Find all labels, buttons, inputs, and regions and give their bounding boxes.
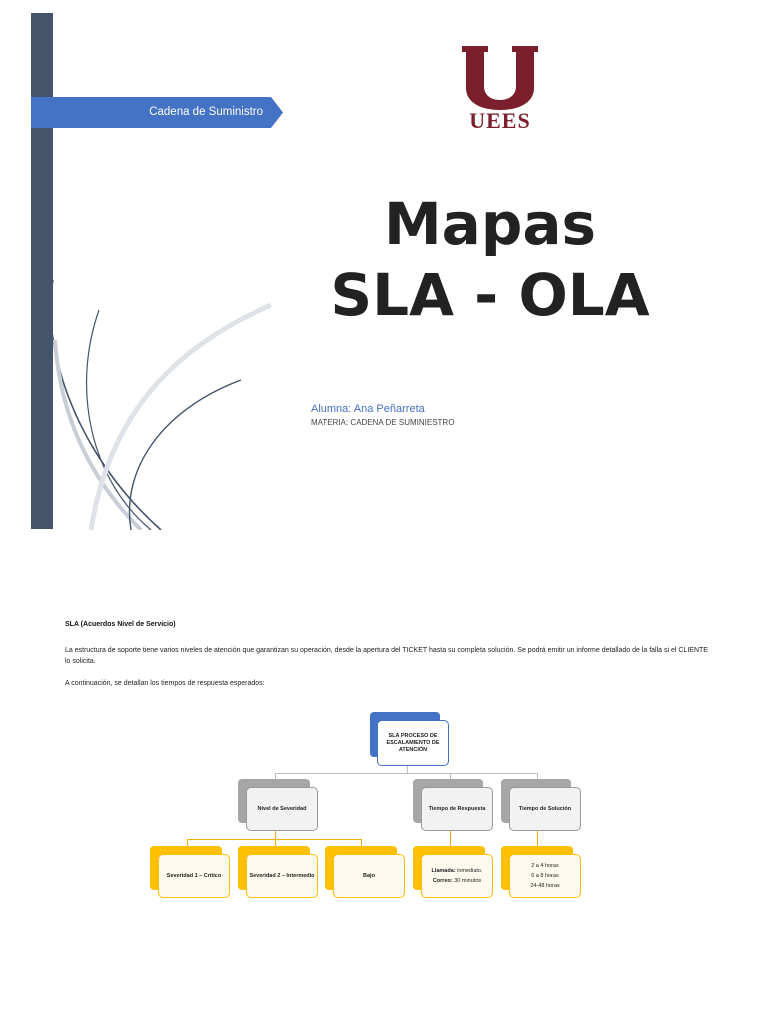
subject-name: MATERIA: CADENA DE SUMINIESTRO [311, 418, 455, 427]
decorative-swirl [31, 280, 281, 530]
node-label: Severidad 2 – Intermedio [249, 872, 315, 879]
node-label: Bajo [363, 872, 375, 879]
content-page [0, 530, 768, 1024]
logo-u-emblem [452, 42, 548, 112]
banner-label: Cadena de Suministro [149, 106, 263, 118]
connector [450, 831, 451, 847]
solution-time-1: 2 a 4 horas [531, 863, 559, 869]
connector [537, 831, 538, 847]
section-heading: SLA (Acuerdos Nivel de Servicio) [65, 621, 176, 628]
title-line-1: Mapas [383, 190, 597, 258]
node-label: Severidad 1 – Crítico [166, 872, 222, 879]
connector [407, 765, 408, 773]
call-label: Llamada: [431, 868, 456, 874]
cover-title [300, 190, 680, 332]
university-logo [452, 42, 548, 134]
cover-banner [31, 97, 283, 128]
solution-time-3: 24-48 horas [530, 883, 560, 889]
solution-time-2: 6 a 8 horas [531, 873, 559, 879]
sla-hierarchy-diagram [0, 710, 768, 910]
node-label: Nivel de Severidad [257, 805, 307, 812]
connector [275, 831, 276, 839]
mail-label: Correo: [432, 878, 453, 884]
node-label: Tiempo de Respuesta [428, 805, 486, 812]
node-label: Tiempo de Solución [518, 805, 572, 812]
call-value: inmediato. [457, 868, 483, 874]
logo-wordmark: UEES [469, 108, 531, 133]
connector [275, 773, 538, 774]
author-name: Alumna: Ana Peñarreta [311, 403, 425, 415]
intro-sentence: A continuación, se detallan los tiempos de respuesta esperados: [65, 680, 265, 687]
root-node-label: SLA PROCESO DE ESCALAMIENTO DE ATENCIÓN [386, 732, 440, 753]
section-paragraph: La estructura de soporte tiene varios niveles de atención que garantizan su operación, desde la apertura del TICKET hasta su completa solución. Se podrá emitir un informe detallado de la falla si el CLIENTE lo solicita. [65, 647, 708, 665]
mail-value: 30 minutos [454, 878, 482, 884]
title-line-2: SLA - OLA [330, 261, 650, 329]
